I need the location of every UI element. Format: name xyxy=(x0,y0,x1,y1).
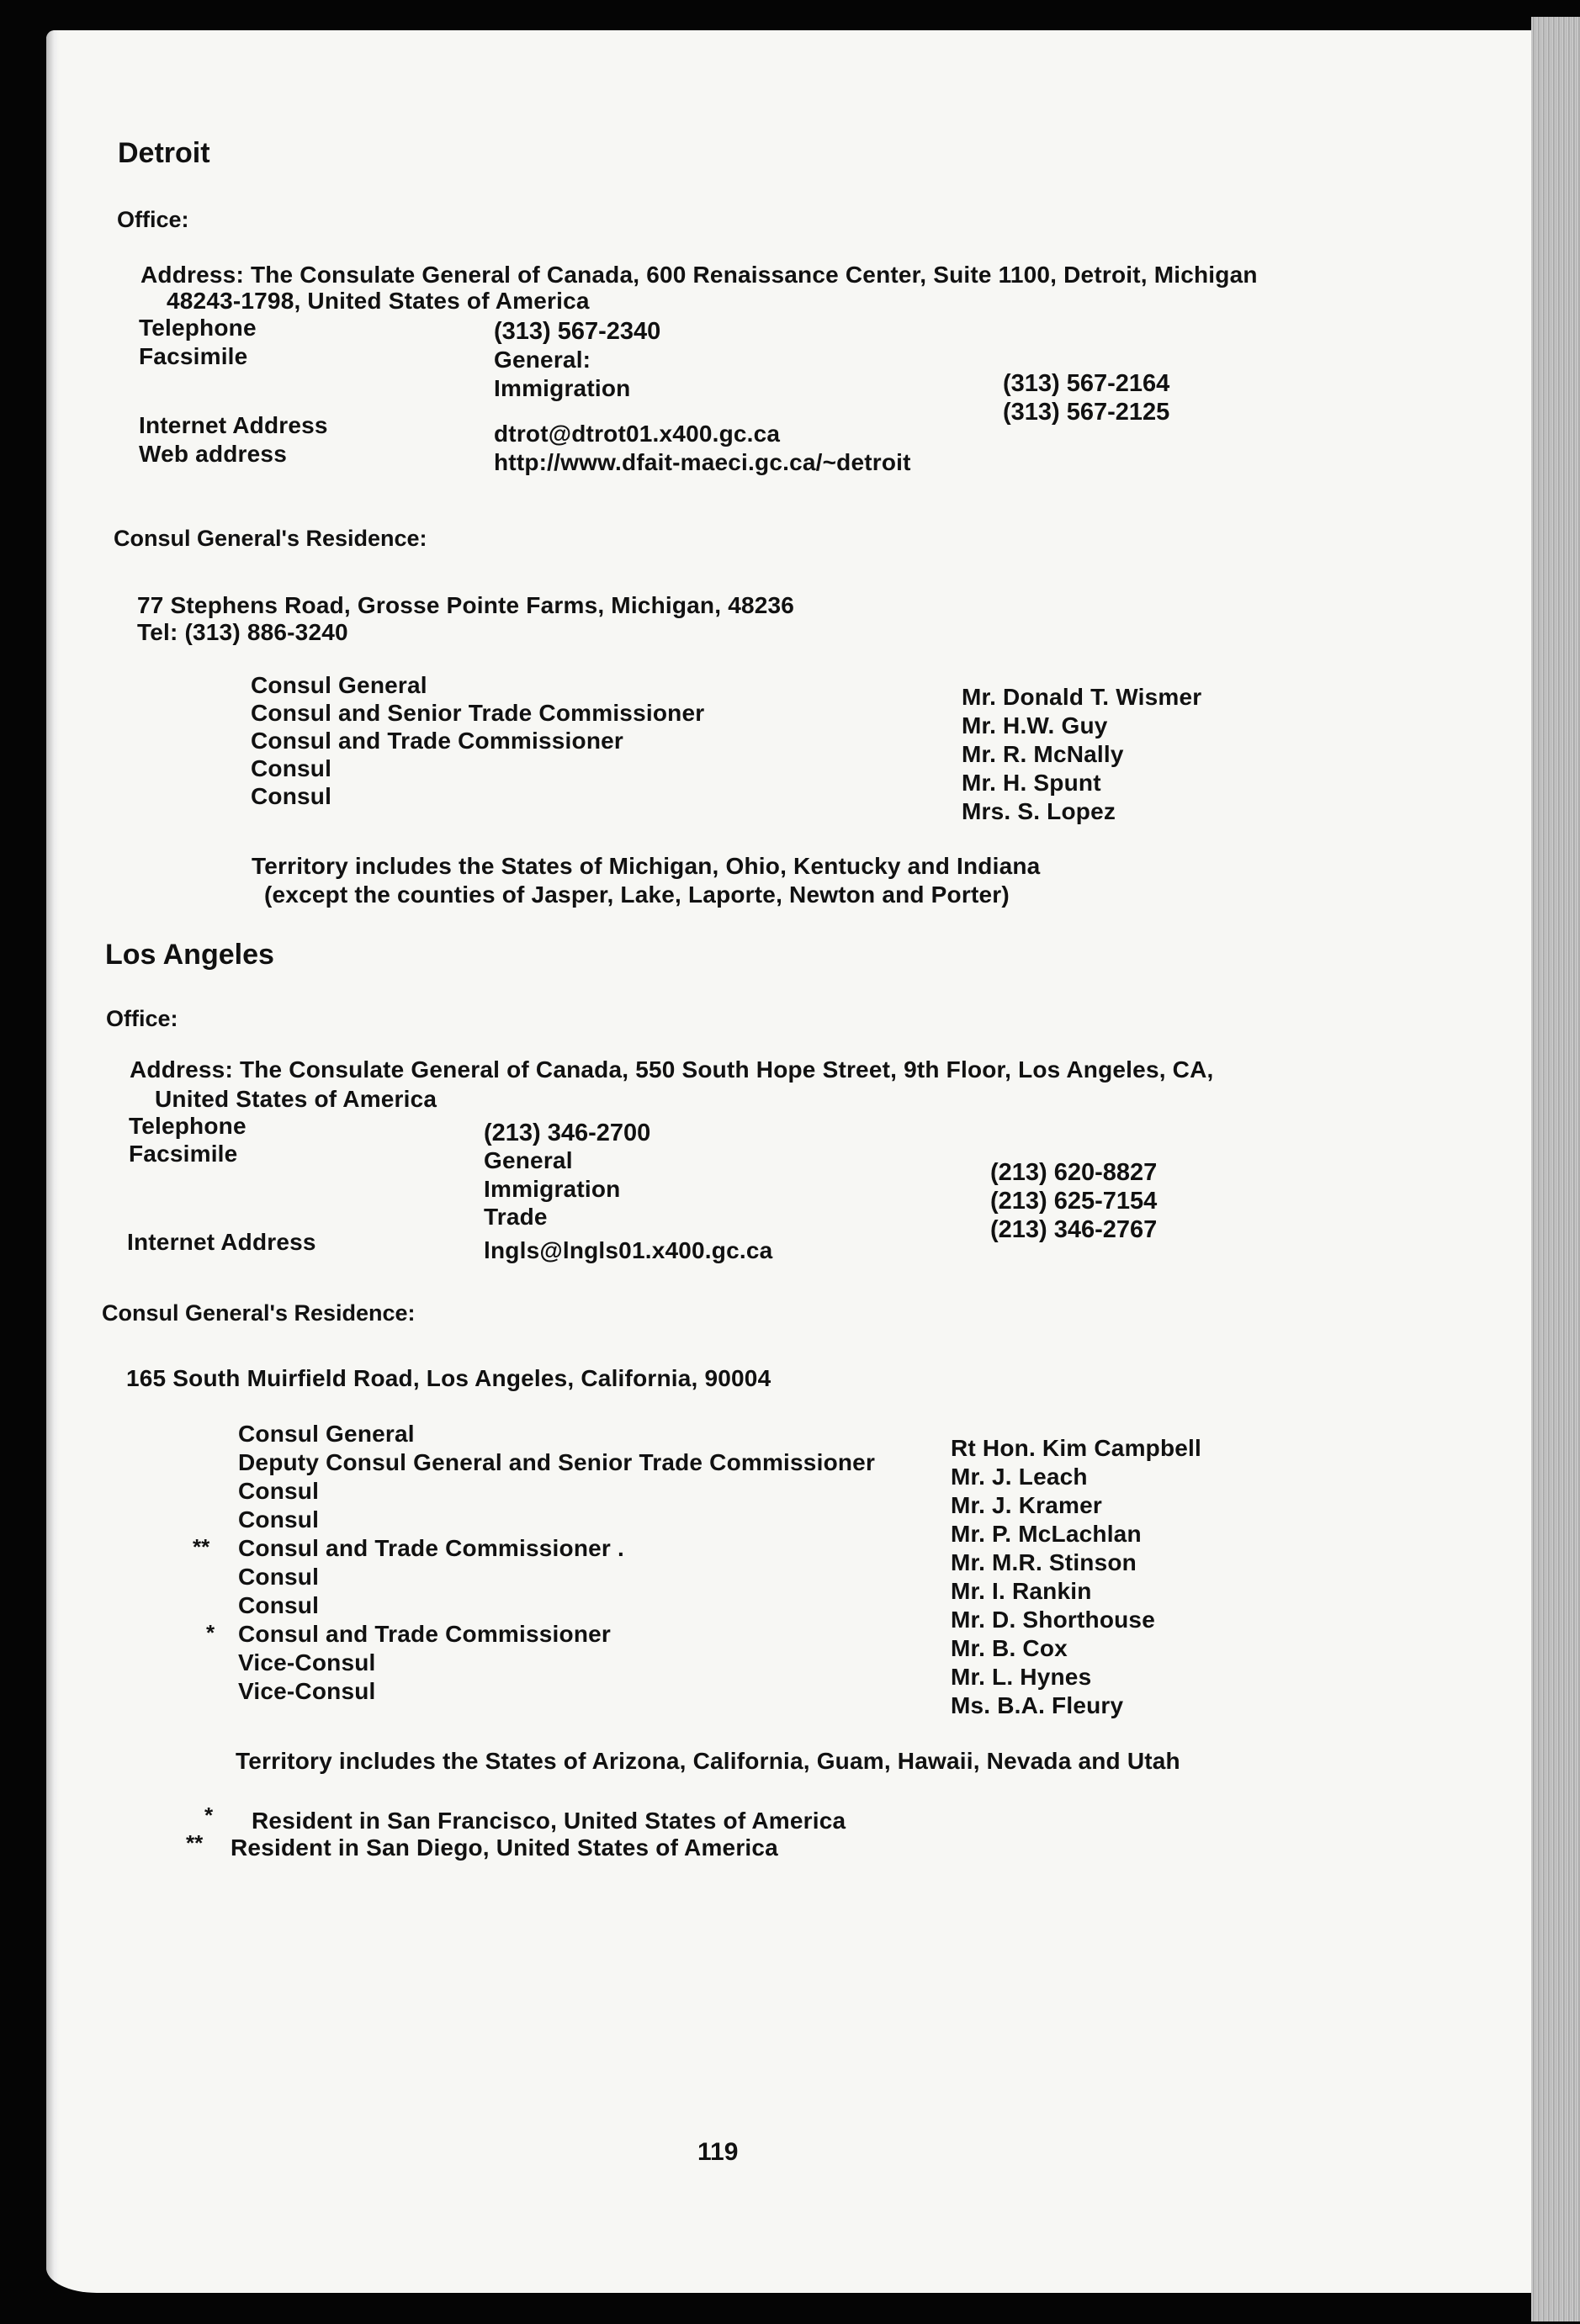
detroit-telephone-label: Telephone xyxy=(139,315,257,341)
los-angeles-fax-general-label: General xyxy=(484,1147,573,1173)
detroit-staff-name: Mrs. S. Lopez xyxy=(962,798,1116,824)
los-angeles-heading: Los Angeles xyxy=(105,939,274,971)
los-angeles-residence-heading: Consul General's Residence: xyxy=(102,1300,416,1326)
footnote-marker: ** xyxy=(186,1830,204,1855)
detroit-staff-title: Consul General xyxy=(251,672,427,698)
detroit-fax-immigration-value: (313) 567-2125 xyxy=(1003,399,1170,426)
los-angeles-internet-value: lngls@lngls01.x400.gc.ca xyxy=(484,1237,773,1263)
detroit-residence-tel: Tel: (313) 886-3240 xyxy=(137,619,348,645)
los-angeles-fax-immigration-value: (213) 625-7154 xyxy=(990,1188,1158,1215)
los-angeles-staff-title: Vice-Consul xyxy=(238,1678,376,1704)
los-angeles-telephone-value: (213) 346-2700 xyxy=(484,1120,651,1146)
detroit-staff-title: Consul xyxy=(251,755,332,781)
los-angeles-telephone-label: Telephone xyxy=(129,1113,247,1139)
los-angeles-staff-name: Mr. J. Kramer xyxy=(951,1492,1103,1518)
detroit-residence-heading: Consul General's Residence: xyxy=(114,526,427,551)
los-angeles-fax-immigration-label: Immigration xyxy=(484,1176,621,1202)
detroit-facsimile-label: Facsimile xyxy=(139,343,248,369)
detroit-address-line2: 48243-1798, United States of America xyxy=(167,288,590,314)
detroit-staff-title: Consul and Senior Trade Commissioner xyxy=(251,700,705,726)
detroit-telephone-value: (313) 567-2340 xyxy=(494,318,661,345)
detroit-internet-value: dtrot@dtrot01.x400.gc.ca xyxy=(494,421,781,447)
los-angeles-staff-title: Consul and Trade Commissioner . xyxy=(238,1535,624,1561)
detroit-fax-general-label: General: xyxy=(494,347,591,373)
detroit-web-value[interactable]: http://www.dfait-maeci.gc.ca/~detroit xyxy=(494,449,911,475)
detroit-fax-general-value: (313) 567-2164 xyxy=(1003,370,1170,397)
detroit-staff-name: Mr. R. McNally xyxy=(962,741,1124,767)
los-angeles-territory: Territory includes the States of Arizona, California, Guam, Hawaii, Nevada and Utah xyxy=(236,1748,1180,1774)
footnote-text: Resident in San Diego, United States of America xyxy=(231,1834,778,1861)
detroit-office-heading: Office: xyxy=(117,207,189,232)
los-angeles-staff-title: Consul General xyxy=(238,1421,415,1447)
los-angeles-fax-trade-label: Trade xyxy=(484,1204,548,1230)
los-angeles-office-heading: Office: xyxy=(106,1006,178,1031)
los-angeles-fax-trade-value: (213) 346-2767 xyxy=(990,1216,1158,1243)
book-page xyxy=(46,30,1531,2293)
book-fore-edge xyxy=(1531,17,1580,2321)
los-angeles-address-line2: United States of America xyxy=(155,1086,437,1112)
los-angeles-address-line1: Address: The Consulate General of Canada, 550 South Hope Street, 9th Floor, Los Angeles, CA, xyxy=(130,1056,1214,1083)
los-angeles-staff-name: Ms. B.A. Fleury xyxy=(951,1692,1124,1718)
los-angeles-staff-title: Consul xyxy=(238,1478,320,1504)
los-angeles-staff-name: Mr. L. Hynes xyxy=(951,1664,1092,1690)
detroit-staff-name: Mr. Donald T. Wismer xyxy=(962,684,1202,710)
los-angeles-residence-address: 165 South Muirfield Road, Los Angeles, California, 90004 xyxy=(126,1365,771,1391)
detroit-staff-name: Mr. H.W. Guy xyxy=(962,712,1108,738)
detroit-territory-line2: (except the counties of Jasper, Lake, Laporte, Newton and Porter) xyxy=(264,881,1010,908)
los-angeles-staff-marker: ** xyxy=(193,1534,210,1559)
los-angeles-staff-title: Consul and Trade Commissioner xyxy=(238,1621,611,1647)
los-angeles-staff-name: Rt Hon. Kim Campbell xyxy=(951,1435,1202,1461)
page-spine-shadow xyxy=(46,30,60,2293)
los-angeles-staff-title: Consul xyxy=(238,1506,320,1533)
los-angeles-fax-general-value: (213) 620-8827 xyxy=(990,1159,1158,1186)
los-angeles-staff-name: Mr. D. Shorthouse xyxy=(951,1607,1155,1633)
los-angeles-staff-marker: * xyxy=(206,1620,215,1645)
los-angeles-staff-name: Mr. B. Cox xyxy=(951,1635,1068,1661)
detroit-territory-line1: Territory includes the States of Michigan, Ohio, Kentucky and Indiana xyxy=(252,853,1041,879)
page-number: 119 xyxy=(697,2138,739,2166)
los-angeles-staff-name: Mr. P. McLachlan xyxy=(951,1521,1142,1547)
los-angeles-staff-title: Deputy Consul General and Senior Trade Commissioner xyxy=(238,1449,876,1475)
footnote-text: Resident in San Francisco, United States of America xyxy=(252,1808,846,1834)
detroit-residence-address: 77 Stephens Road, Grosse Pointe Farms, Michigan, 48236 xyxy=(137,592,795,618)
los-angeles-staff-title: Consul xyxy=(238,1564,320,1590)
los-angeles-staff-title: Consul xyxy=(238,1592,320,1618)
detroit-staff-title: Consul xyxy=(251,783,332,809)
detroit-address-line1: Address: The Consulate General of Canada, 600 Renaissance Center, Suite 1100, Detroit, Michigan xyxy=(141,262,1258,288)
los-angeles-facsimile-label: Facsimile xyxy=(129,1141,238,1167)
los-angeles-internet-label: Internet Address xyxy=(127,1229,316,1255)
detroit-fax-immigration-label: Immigration xyxy=(494,375,631,401)
detroit-internet-label: Internet Address xyxy=(139,412,328,438)
footnote-marker: * xyxy=(204,1803,214,1828)
los-angeles-staff-name: Mr. I. Rankin xyxy=(951,1578,1092,1604)
los-angeles-staff-name: Mr. J. Leach xyxy=(951,1464,1088,1490)
los-angeles-staff-title: Vice-Consul xyxy=(238,1649,376,1676)
detroit-web-label: Web address xyxy=(139,441,287,467)
detroit-heading: Detroit xyxy=(118,137,210,169)
detroit-staff-name: Mr. H. Spunt xyxy=(962,770,1101,796)
detroit-staff-title: Consul and Trade Commissioner xyxy=(251,728,623,754)
los-angeles-staff-name: Mr. M.R. Stinson xyxy=(951,1549,1137,1575)
